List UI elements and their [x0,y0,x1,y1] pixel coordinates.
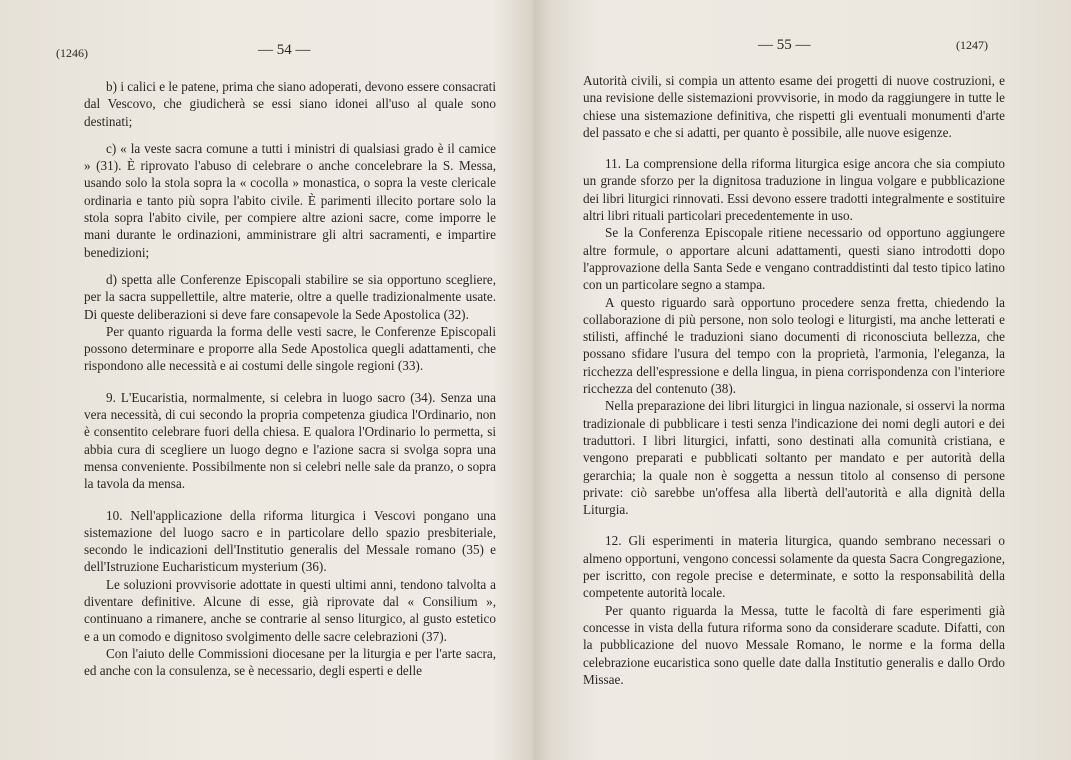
paragraph: Autorità civili, si compia un attento esame dei progetti di nuove costruzioni, e una revisione delle sistemazioni provvisorie, in modo da raggiungere in tutte le chiese una sistemazione definitiva, che rispetti gli eventuali monumenti d'arte del passato e che si adatti, per quanto è possibile, alle nuove esigenze. [583,73,1005,140]
section-paragraph: 9. L'Eucaristia, normalmente, si celebra in luogo sacro (34). Senza una vera necessità, di cui secondo la propria competenza giudica l'Ordinario, non è consentito celebrare fuori della chiesa. E qualora l'Ordinario lo permetta, si abbia cura di scegliere un luogo degno e l'azione sacra si svolga sopra una mensa conveniente. Possibilmente non si celebri nelle sale da pranzo, o sopra la tavola da mensa. [84,389,496,492]
paragraph: Le soluzioni provvisorie adottate in questi ultimi anni, tendono talvolta a diventare definitive. Alcune di esse, già riprovate dal « Consilium », continuano a rimanere, anche se contrarie al senso liturgico, al gusto estetico e a un comodo e dignitoso svolgimento delle sacre celebrazioni (37). [84,576,496,644]
paragraph: c) « la veste sacra comune a tutti i ministri di qualsiasi grado è il camice » (31). È riprovato l'abuso di celebrare o anche concelebrare la S. Messa, usando solo la stola sopra la « cocolla » monastica, o sopra la veste clericale ordinaria e tanto più sopra l'abito civile. È parimenti illecito portare solo la stola sopra l'abito civile, per compiere altre azioni sacre, come imporre le mani durante le ordinazioni, amministrare gli altri sacramenti, e impartire benedizioni; [84,140,496,260]
left-page-body [84,78,496,680]
paragraph: Per quanto riguarda la forma delle vesti sacre, le Conferenze Episcopali possono determinare e proporre alla Sede Apostolica quegli adattamenti, che rispondono alle necessità e ai costumi delle singole regioni (33). [84,323,496,374]
paragraph: d) spetta alle Conferenze Episcopali stabilire se sia opportuno scegliere, per la sacra suppellettile, altre materie, oltre a quelle tradizionalmente usate. Di queste deliberazioni si deve fare consapevole la Sede Apostolica (32). [84,271,496,322]
paragraph: Nella preparazione dei libri liturgici in lingua nazionale, si osservi la norma tradizionale di pubblicare i testi senza l'indicazione dei nomi degli autori e dei traduttori. I libri liturgici, infatti, sono destinati alla comunità cristiana, e vengono preparati e pubblicati soltanto per mandato e per autorità della gerarchia; la quale non è soggetta a nessun titolo al consenso di persone private: ciò sarebbe un'offesa alla libertà dell'autorità e alla dignità della Liturgia. [583,398,1005,518]
paragraph: b) i calici e le patene, prima che siano adoperati, devono essere consacrati dal Vescovo, che giudicherà se essi siano idonei all'uso al quale sono destinati; [84,79,496,129]
section-paragraph: 10. Nell'applicazione della riforma liturgica i Vescovi pongano una sistemazione del luogo sacro e in particolare dello spazio presbiteriale, secondo le indicazioni dell'Institutio generalis del Messale romano (35) e dell'Istruzione Eucharisticum mysterium (36). [84,507,496,575]
section-paragraph: 12. Gli esperimenti in materia liturgica, quando sembrano necessari o almeno opportuni, vengono concessi solamente da questa Sacra Congregazione, per iscritto, con regole precise e determinate, e sotto la responsabilità della competente autorità locale. [583,533,1005,601]
paragraph: Se la Conferenza Episcopale ritiene necessario od opportuno aggiungere altre formule, o apportare alcuni adattamenti, questi siano introdotti dopo l'approvazione della Santa Sede e vengano contraddistinti dal testo tipico latino con un particolare segno a stampa. [583,225,1005,293]
paragraph: Con l'aiuto delle Commissioni diocesane per la liturgia e per l'arte sacra, ed anche con la consulenza, se è necessario, degli esperti e delle [84,645,496,679]
right-page-reference: (1247) [956,38,988,52]
right-page [536,0,1071,760]
left-page [0,0,530,760]
left-page-number: — 54 — [258,42,311,58]
section-paragraph: 11. La comprensione della riforma liturgica esige ancora che sia compiuto un grande sforzo per la dignitosa traduzione in lingua volgare e pubblicazione dei libri liturgici rinnovati. Essi devono essere tradotti integralmente e sostituire altri libri rituali particolari precedentemente in uso. [583,156,1005,224]
paragraph: A questo riguardo sarà opportuno procedere senza fretta, chiedendo la collaborazione di più persone, non solo teologi e liturgisti, ma anche letterati e stilisti, affinché le traduzioni siano documenti di riconosciuta bellezza, che possano sfidare l'usura del tempo con la proprietà, l'armonia, l'eleganza, la ricchezza dell'espressione e della lingua, in piena corrispondenza con l'interiore ricchezza del contenuto (38). [583,294,1005,397]
left-page-reference: (1246) [56,46,88,60]
paragraph: Per quanto riguarda la Messa, tutte le facoltà di fare esperimenti già concesse in vista della futura riforma sono da considerare scadute. Difatti, con la pubblicazione del nuovo Messale Romano, le norme e la forma della celebrazione eucaristica sono quelle date dalla Institutio generalis e dallo Ordo Missae. [583,602,1005,687]
right-page-body [583,72,1005,688]
right-page-number: — 55 — [758,37,811,53]
